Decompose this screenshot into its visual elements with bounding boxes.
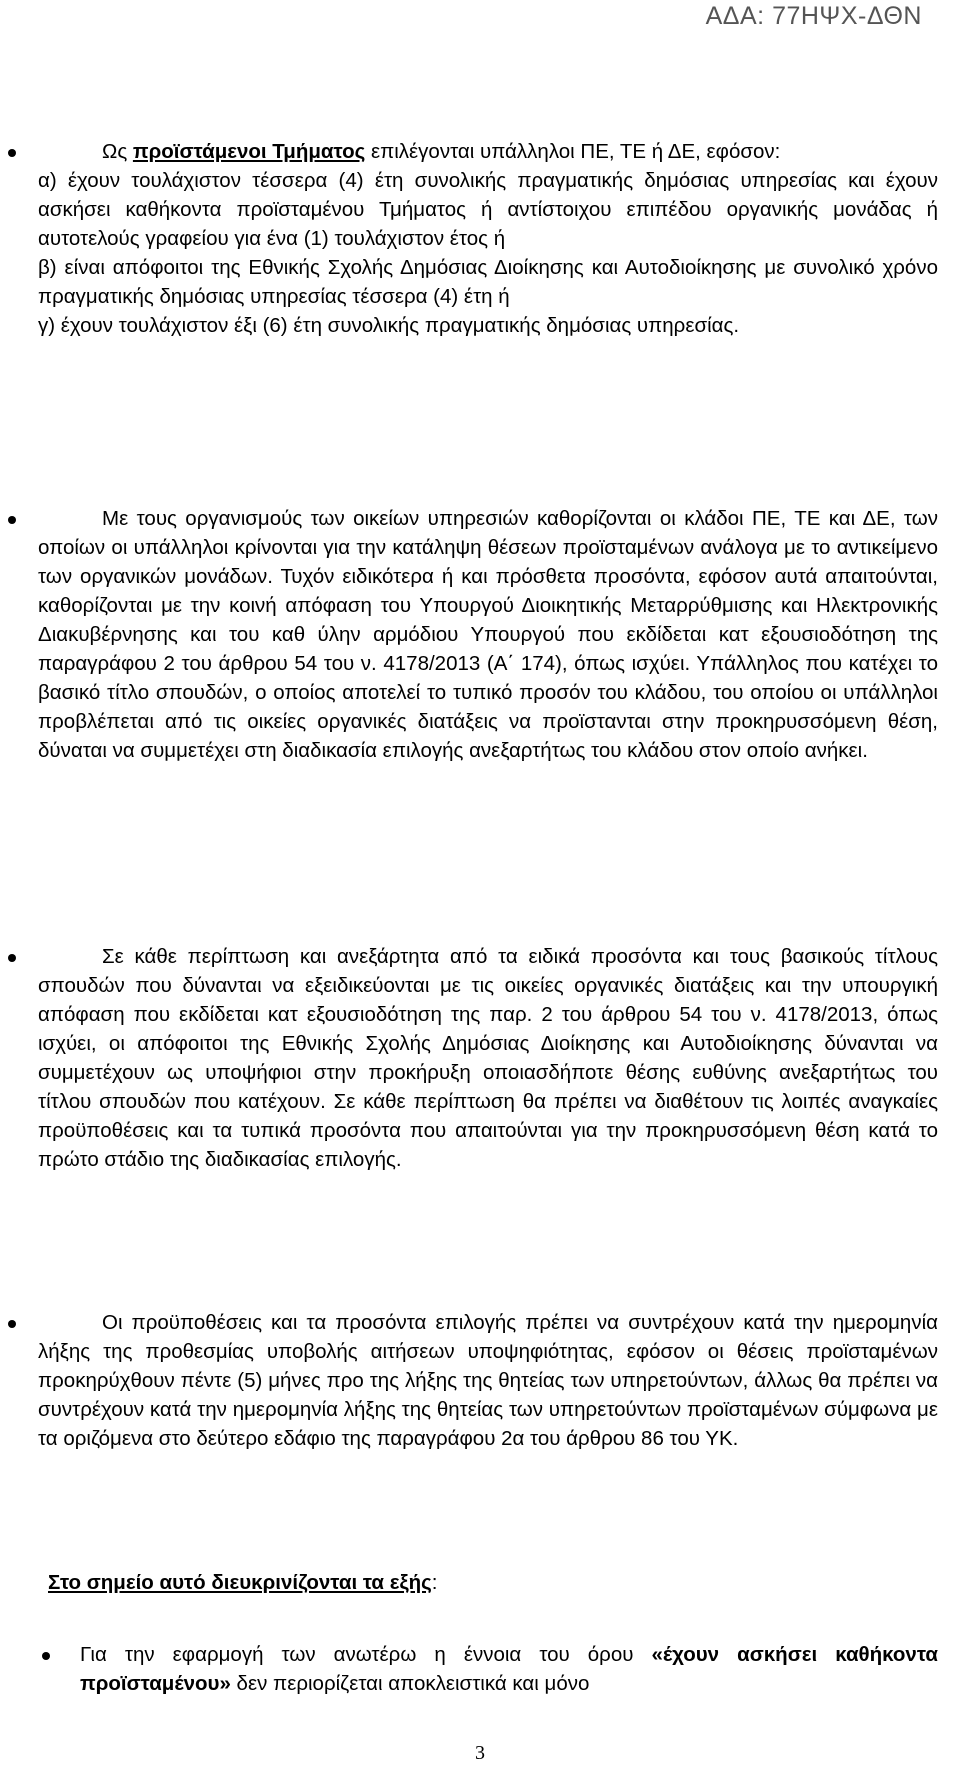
- underlined-term: προϊστάμενοι Τμήματος: [132, 140, 366, 163]
- bullet-icon: [8, 149, 16, 157]
- item-b: β) είναι απόφοιτοι της Εθνικής Σχολής Δημόσιας Διοίκησης και Αυτοδιοίκησης με συνολικό χρόνο πραγματικής δημόσιας υπηρεσίας τέσσερα (4) έτη ή: [38, 256, 938, 308]
- bullet-section-organisations: [38, 504, 938, 765]
- page-number: 3: [475, 1742, 485, 1764]
- bullet-icon: [8, 954, 16, 962]
- bullet-icon: [42, 1652, 50, 1660]
- bullet-section-graduates: [38, 942, 938, 1174]
- paragraph-clarification: Για την εφαρμογή των ανωτέρω η έννοια του όρου «έχουν ασκήσει καθήκοντα προϊσταμένου» δεν περιορίζεται αποκλειστικά και μόνο: [80, 1643, 939, 1695]
- bold-term: «έχουν ασκήσει καθήκοντα προϊσταμένου»: [80, 1643, 939, 1695]
- bullet-icon: [8, 516, 16, 524]
- bullet-icon: [8, 1320, 16, 1328]
- ada-code: ΑΔΑ: 77ΗΨΧ-ΔΘΝ: [705, 2, 922, 30]
- bullet-section-conditions: [38, 1308, 938, 1453]
- bullet-section-heads-of-department: [38, 137, 938, 340]
- bullet-section-clarification: [80, 1640, 938, 1698]
- paragraph-graduates: Σε κάθε περίπτωση και ανεξάρτητα από τα ειδικά προσόντα και τους βασικούς τίτλους σπουδών που δύνανται να εξειδικεύονται με τις οικείες οργανικές διατάξεις και την υπουργική απόφαση που εκδίδεται κατ εξουσιοδότηση της παρ. 2 του άρθρου 54 του ν. 4178/2013, όπως ισχύει, οι απόφοιτοι της Εθνικής Σχολής Δημόσιας Διοίκησης και Αυτοδιοίκησης δύνανται να συμμετέχουν ως υποψήφιοι στην προκήρυξη οποιασδήποτε θέσης ευθύνης ανεξαρτήτως του τίτλου σπουδών που κατέχουν. Σε κάθε περίπτωση θα πρέπει να διαθέτουν τις λοιπές αναγκαίες προϋποθέσεις και τα τυπικά προσόντα που απαιτούνται για την προκηρυσσόμενη θέση κατά το πρώτο στάδιο της διαδικασίας επιλογής.: [38, 945, 938, 1171]
- item-c: γ) έχουν τουλάχιστον έξι (6) έτη συνολικής πραγματικής δημόσιας υπηρεσίας.: [38, 314, 740, 337]
- section-heading: Στο σημείο αυτό διευκρινίζονται τα εξής:: [48, 1571, 438, 1594]
- paragraph-conditions: Οι προϋποθέσεις και τα προσόντα επιλογής πρέπει να συντρέχουν κατά την ημερομηνία λήξης της προθεσμίας υποβολής αιτήσεων υποψηφιότητας, εφόσον οι θέσεις προϊσταμένων προκηρύχθουν πέντε (5) μήνες προ της λήξης της θητείας των υπηρετούντων, άλλως θα πρέπει να συντρέχουν κατά την ημερομηνία λήξης της θητείας των υπηρετούντων προϊσταμένων σύμφωνα με τα οριζόμενα στο δεύτερο εδάφιο της παραγράφου 2α του άρθρου 86 του ΥΚ.: [38, 1311, 938, 1450]
- paragraph-organisations: Με τους οργανισμούς των οικείων υπηρεσιών καθορίζονται οι κλάδοι ΠΕ, ΤΕ και ΔΕ, των οποίων οι υπάλληλοι κρίνονται για την κατάληψη θέσεων προϊσταμένων ανάλογα με το αντικείμενο των οργανικών μονάδων. Τυχόν ειδικότερα ή και πρόσθετα προσόντα, εφόσον αυτά απαιτούνται, καθορίζονται με την κοινή απόφαση του Υπουργού Διοικητικής Μεταρρύθμισης και Ηλεκτρονικής Διακυβέρνησης και του καθ ύλην αρμόδιου Υπουργού που εκδίδεται κατ εξουσιοδότηση της παραγράφου 2 του άρθρου 54 του ν. 4178/2013 (Α΄ 174), όπως ισχύει. Υπάλληλος που κατέχει το βασικό τίτλο σπουδών, ο οποίος αποτελεί το τυπικό προσόν του κλάδου, του οποίου οι υπάλληλοι προβλέπεται από τις οικείες οργανικές διατάξεις να προϊστανται στην προκηρυσσόμενη θέση, δύναται να συμμετέχει στη διαδικασία επιλογής ανεξαρτήτως του κλάδου στον οποίο ανήκει.: [38, 507, 938, 762]
- item-a: α) έχουν τουλάχιστον τέσσερα (4) έτη συνολικής πραγματικής δημόσιας υπηρεσίας και έχουν ασκήσει καθήκοντα προϊσταμένου Τμήματος ή αντίστοιχου επιπέδου οργανικής μονάδας ή αυτοτελούς γραφείου για ένα (1) τουλάχιστον έτος ή: [38, 169, 938, 250]
- paragraph-intro: Ως προϊστάμενοι Τμήματος επιλέγονται υπάλληλοι ΠΕ, ΤΕ ή ΔΕ, εφόσον:: [102, 140, 781, 163]
